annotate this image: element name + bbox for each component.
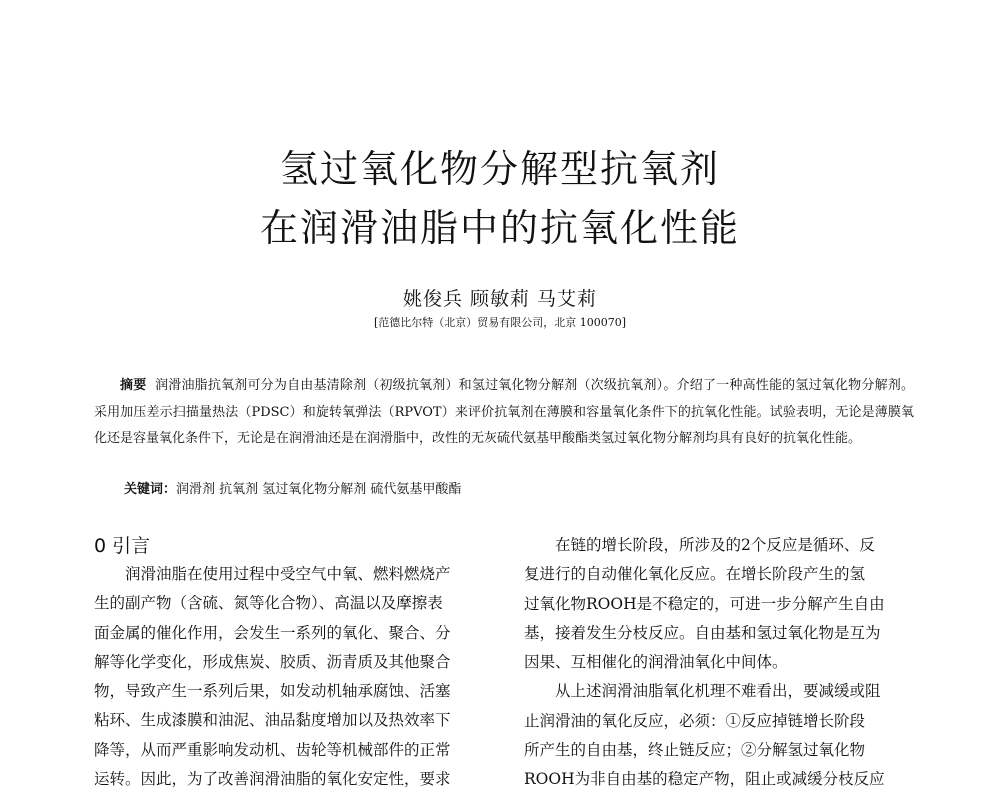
affiliation: [范德比尔特（北京）贸易有限公司，北京 100070] — [373, 316, 627, 329]
paper-title-line-1: 氢过氧化物分解型抗氧剂 — [279, 147, 720, 191]
authors: 姚俊兵 顾敏莉 马艾莉 — [402, 288, 598, 310]
body-line: 生的副产物（含硫、氮等化合物）、高温以及摩擦表 — [94, 594, 443, 613]
body-line: 粘环、生成漆膜和油泥、油品黏度增加以及热效率下 — [94, 711, 451, 730]
body-line: 润滑油脂在使用过程中受空气中氧、燃料燃烧产 — [125, 565, 451, 583]
body-line: 基，接着发生分枝反应。自由基和氢过氧化物是互为 — [524, 623, 881, 642]
body-line: 降等，从而严重影响发动机、齿轮等机械部件的正常 — [94, 740, 451, 759]
section-heading: 0 引言 — [94, 535, 151, 557]
abstract-text: 润滑油脂抗氧剂可分为自由基清除剂（初级抗氧剂）和氢过氧化物分解剂（次级抗氧剂）。介绍了一种高性能的氢过氧化物分解剂。采用加压差示扫描量热法（PDSC）和旋转氧弹法（RPVOT）来评价抗氧剂在薄膜和容量氧化条件下的抗氧化性能。试验表明，无论是薄膜氧化还是容量氧化条件下，无论是在润滑油还是在润滑脂中，改性的无灰硫代氨基甲酸酯类氢过氧化物分解剂均具有良好的抗氧化性能。 — [94, 378, 914, 446]
body-line: ROOH为非自由基的稳定产物，阻止或减缓分枝反应 — [524, 770, 885, 789]
body-line: 在链的增长阶段，所涉及的2个反应是循环、反 — [555, 536, 875, 554]
body-line: 复进行的自动催化氧化反应。在增长阶段产生的氢 — [524, 565, 866, 584]
keywords-label: 关键词： — [124, 482, 177, 497]
body-line: 解等化学变化，形成焦炭、胶质、沥青质及其他聚合 — [94, 652, 451, 671]
body-line: 过氧化物ROOH是不稳定的，可进一步分解产生自由 — [524, 594, 885, 613]
body-line: 止润滑油的氧化反应，必须：①反应掉链增长阶段 — [524, 711, 866, 730]
body-column-right — [524, 531, 916, 795]
abstract-label: 摘要 — [120, 378, 147, 393]
body-column-left — [94, 560, 489, 794]
abstract — [94, 373, 914, 453]
keywords — [124, 477, 914, 503]
body-line: 从上述润滑油脂氧化机理不难看出，要减缓或阻 — [555, 682, 881, 701]
paper-title-line-2: 在润滑油脂中的抗氧化性能 — [259, 206, 740, 250]
body-line: 所产生的自由基，终止链反应；②分解氢过氧化物 — [524, 741, 866, 760]
body-line: 物，导致产生一系列后果，如发动机轴承腐蚀、活塞 — [94, 682, 451, 701]
keywords-text: 润滑剂 抗氧剂 氢过氧化物分解剂 硫代氨基甲酸酯 — [176, 482, 462, 497]
body-line: 面金属的催化作用，会发生一系列的氧化、聚合、分 — [94, 623, 451, 642]
body-line: 运转。因此，为了改善润滑油脂的氧化安定性，要求 — [94, 770, 451, 789]
body-line: 因果、互相催化的润滑油氧化中间体。 — [524, 653, 788, 672]
